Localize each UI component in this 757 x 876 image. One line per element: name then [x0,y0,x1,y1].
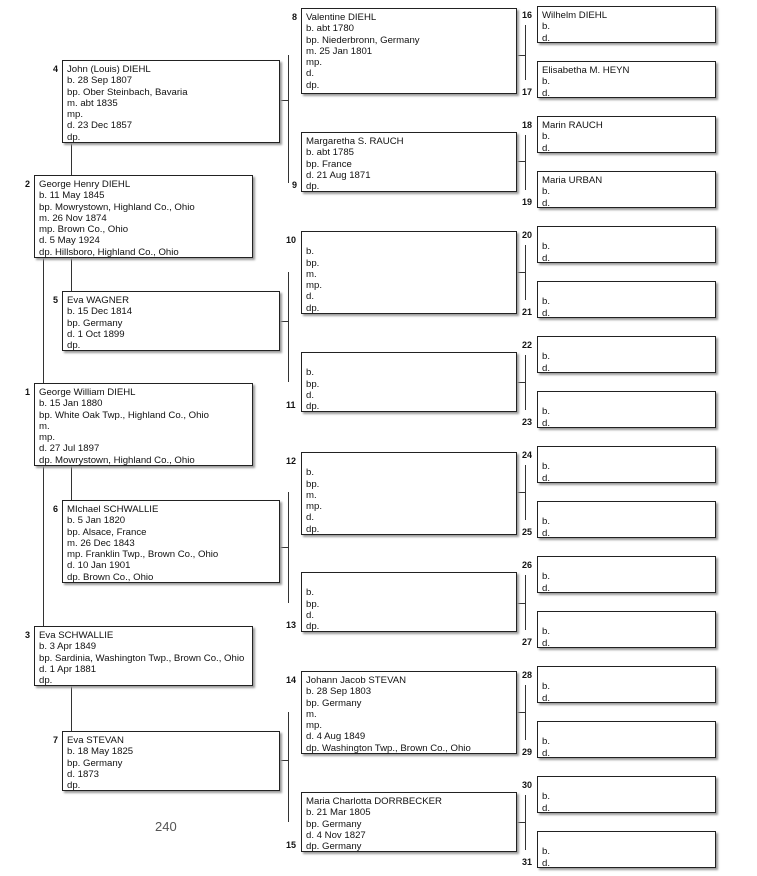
person-name: Eva SCHWALLIE [39,630,114,641]
person-number: 10 [286,235,297,245]
person-box-3 [34,626,253,686]
person-detail: d. 10 Jan 1901 [67,560,131,572]
person-detail: bp. Germany [306,697,362,709]
person-box-16 [537,6,716,43]
connector [280,547,288,548]
person-detail: m. [306,268,317,280]
person-detail: bp. Germany [67,757,123,769]
person-number: 19 [522,196,533,207]
connector [525,355,526,410]
person-box-30 [537,776,716,813]
person-number: 22 [522,340,533,350]
person-name [542,615,550,626]
person-detail: d. [542,747,551,759]
person-detail: d. 23 Dec 1857 [67,120,133,132]
connector [288,712,289,822]
person-detail: b. [542,406,551,418]
person-name: Elisabetha M. HEYN [542,65,630,76]
person-detail: mp. Franklin Twp., Brown Co., Ohio [67,549,219,561]
connector [525,795,526,850]
person-detail: b. [542,21,551,33]
person-name [542,560,550,571]
person-box-24 [537,446,716,483]
connector [280,100,288,101]
person-detail: bp. [306,478,320,490]
person-detail: m. 25 Jan 1801 [306,45,373,57]
person-name [306,576,319,587]
person-detail: d. 1 Apr 1881 [39,663,97,675]
connector [517,712,525,713]
person-number: 8 [292,12,298,22]
person-detail: d. 4 Nov 1827 [306,829,366,841]
person-detail: dp. [306,401,320,413]
page-number: 240 [155,819,177,834]
person-box-27 [537,611,716,648]
person-detail: d. 21 Aug 1871 [306,169,371,181]
person-detail: d. [306,291,315,303]
person-number: 7 [53,735,59,745]
person-detail: b. 28 Sep 1807 [67,75,133,87]
person-detail: b. [306,467,315,479]
person-name: MIchael SCHWALLIE [67,504,159,515]
person-box-15 [301,792,517,852]
connector [71,258,72,291]
person-box-21 [537,281,716,318]
person-detail: b. [542,516,551,528]
person-box-7 [62,731,280,791]
person-box-23 [537,391,716,428]
connector [517,822,525,823]
person-detail: m. [39,420,50,432]
person-detail: d. [306,609,315,621]
person-name: Marin RAUCH [542,120,603,131]
person-detail: b. [542,461,551,473]
person-detail: m. 26 Nov 1874 [39,212,107,224]
person-detail: b. abt 1785 [306,147,355,159]
connector [288,492,289,603]
person-box-12 [301,452,517,535]
person-detail: mp. [306,280,322,292]
person-number: 20 [522,230,533,240]
person-number: 11 [286,400,296,411]
person-number: 12 [286,456,297,466]
person-detail: bp. Germany [67,317,123,329]
person-detail: dp. [306,621,320,633]
person-detail: d. [542,417,551,429]
person-detail: bp. White Oak Twp., Highland Co., Ohio [39,409,209,421]
connector [280,321,288,322]
person-box-14 [301,671,517,754]
connector [517,55,525,56]
connector [71,466,72,500]
connector [517,492,525,493]
person-detail: b. 18 May 1825 [67,746,134,758]
person-box-6 [62,500,280,583]
person-name: Eva STEVAN [67,735,124,746]
person-detail: b. 5 Jan 1820 [67,515,126,527]
person-detail: b. [542,296,551,308]
person-name: George William DIEHL [39,387,136,398]
person-detail: b. [306,587,315,599]
person-detail: d. [542,307,551,319]
connector [525,135,526,190]
person-detail: d. [542,32,551,44]
person-name: Eva WAGNER [67,295,130,306]
person-detail: d. [542,252,551,264]
person-detail: dp. Germany [306,841,362,853]
person-box-31 [537,831,716,868]
person-detail: m. [306,489,317,501]
connector [517,272,525,273]
person-detail: d. 1873 [67,768,100,780]
connector [525,575,526,630]
person-detail: d. 5 May 1924 [39,235,100,247]
person-box-22 [537,336,716,373]
person-detail: b. [542,76,551,88]
person-detail: d. [542,142,551,154]
person-number: 29 [522,746,533,757]
person-detail: d. [542,857,551,869]
person-detail: b. 15 Dec 1814 [67,306,133,318]
person-detail: d. [306,512,315,524]
person-detail: b. [306,246,315,258]
person-detail: bp. France [306,158,352,170]
person-box-25 [537,501,716,538]
person-name: John (Louis) DIEHL [67,64,151,75]
person-box-5 [62,291,280,351]
person-detail: mp. [306,501,322,513]
person-detail: d. 1 Oct 1899 [67,328,125,340]
person-detail: dp. Hillsboro, Highland Co., Ohio [39,246,179,258]
person-name [542,450,550,461]
person-detail: b. abt 1780 [306,23,355,35]
person-number: 3 [25,630,31,640]
connector [517,382,525,383]
person-box-10 [301,231,517,314]
person-detail: b. [542,241,551,253]
person-detail: bp. Ober Steinbach, Bavaria [67,86,188,98]
person-detail: bp. Alsace, France [67,526,147,538]
person-number: 13 [286,620,297,631]
person-number: 28 [522,670,533,680]
person-detail: d. [542,362,551,374]
person-detail: dp. [306,523,320,535]
person-detail: bp. [306,598,320,610]
person-name [542,725,550,736]
person-detail: b. [542,186,551,198]
person-detail: mp. [306,57,322,69]
person-name [542,285,550,296]
person-number: 6 [53,504,59,514]
person-detail: bp. Niederbronn, Germany [306,34,420,46]
person-detail: b. 28 Sep 1803 [306,686,372,698]
person-detail: d. [542,197,551,209]
person-detail: mp. [306,720,322,732]
person-name: Maria Charlotta DORRBECKER [306,796,442,807]
person-box-18 [537,116,716,153]
person-number: 2 [25,179,31,189]
person-detail: d. [542,692,551,704]
person-detail: d. 4 Aug 1849 [306,731,366,743]
person-detail: mp. [39,432,55,444]
connector [280,760,288,761]
person-name [306,356,319,367]
person-detail: b. [542,846,551,858]
person-number: 15 [286,840,297,851]
person-detail: d. [542,637,551,649]
person-detail: d. 27 Jul 1897 [39,443,100,455]
person-number: 17 [522,86,533,97]
person-number: 31 [522,856,533,867]
person-detail: b. [542,626,551,638]
person-name: Maria URBAN [542,175,603,186]
person-detail: dp. [306,79,320,91]
person-box-2 [34,175,253,258]
connector [525,685,526,740]
person-detail: b. [542,791,551,803]
person-box-11 [301,352,517,412]
person-detail: b. [542,131,551,143]
person-detail: bp. Germany [306,818,362,830]
person-number: 30 [522,780,533,790]
person-name [542,340,550,351]
person-detail: bp. [306,257,320,269]
connector [288,272,289,382]
connector [288,55,289,183]
connector [517,161,525,162]
person-name: Margaretha S. RAUCH [306,136,404,147]
person-number: 14 [286,675,297,685]
connector [71,686,72,731]
person-detail: dp. [306,302,320,314]
person-detail: dp. Brown Co., Ohio [67,571,154,583]
person-box-8 [301,8,517,94]
person-number: 25 [522,526,533,537]
person-detail: bp. [306,378,320,390]
person-box-26 [537,556,716,593]
person-name [542,780,550,791]
person-detail: dp. Washington Twp., Brown Co., Ohio [306,742,471,754]
person-detail: b. 21 Mar 1805 [306,807,371,819]
person-number: 16 [522,10,533,20]
person-name [306,235,322,246]
person-name [306,456,322,467]
person-detail: b. [542,571,551,583]
person-box-9 [301,132,517,192]
person-detail: dp. [306,181,320,193]
person-name [542,505,550,516]
person-detail: d. [542,472,551,484]
person-detail: b. 15 Jan 1880 [39,398,103,410]
person-box-29 [537,721,716,758]
person-detail: m. abt 1835 [67,97,118,109]
person-detail: d. [542,527,551,539]
person-detail: b. 11 May 1845 [39,190,105,202]
person-number: 27 [522,636,533,647]
person-detail: mp. [67,109,83,121]
person-detail: b. [542,681,551,693]
person-box-20 [537,226,716,263]
person-number: 23 [522,416,533,427]
person-name [542,835,550,846]
person-detail: mp. Brown Co., Ohio [39,224,129,236]
person-name [542,395,550,406]
connector [525,465,526,520]
person-number: 18 [522,120,533,130]
person-number: 1 [25,387,31,397]
person-detail: d. [542,87,551,99]
person-number: 9 [292,180,298,191]
person-box-28 [537,666,716,703]
person-name: Valentine DIEHL [306,12,377,23]
person-detail: m. [306,708,317,720]
person-detail: dp. [39,675,53,687]
person-name [542,230,550,241]
connector [525,25,526,80]
person-name: Johann Jacob STEVAN [306,675,407,686]
person-detail: dp. [67,131,81,143]
person-box-19 [537,171,716,208]
person-number: 4 [53,64,59,74]
person-detail: b. [306,367,315,379]
person-detail: d. [306,68,315,80]
person-detail: dp. [67,340,81,352]
connector [71,143,72,175]
connector [517,603,525,604]
person-detail: b. [542,351,551,363]
person-box-4 [62,60,280,143]
person-number: 5 [53,295,59,305]
person-name: Wilhelm DIEHL [542,10,608,21]
person-detail: dp. Mowrystown, Highland Co., Ohio [39,454,195,466]
person-detail: d. [542,802,551,814]
person-detail: dp. [67,780,81,792]
person-number: 24 [522,450,533,460]
person-detail: m. 26 Dec 1843 [67,537,135,549]
person-name [542,670,550,681]
person-box-17 [537,61,716,98]
connector [525,245,526,300]
person-detail: d. [306,389,315,401]
person-detail: b. [542,736,551,748]
person-number: 26 [522,560,533,570]
person-detail: b. 3 Apr 1849 [39,641,97,653]
person-detail: bp. Sardinia, Washington Twp., Brown Co., Ohio [39,652,245,664]
person-box-13 [301,572,517,632]
person-detail: bp. Mowrystown, Highland Co., Ohio [39,201,195,213]
person-number: 21 [522,306,533,317]
person-name: George Henry DIEHL [39,179,131,190]
person-box-1 [34,383,253,466]
person-detail: d. [542,582,551,594]
